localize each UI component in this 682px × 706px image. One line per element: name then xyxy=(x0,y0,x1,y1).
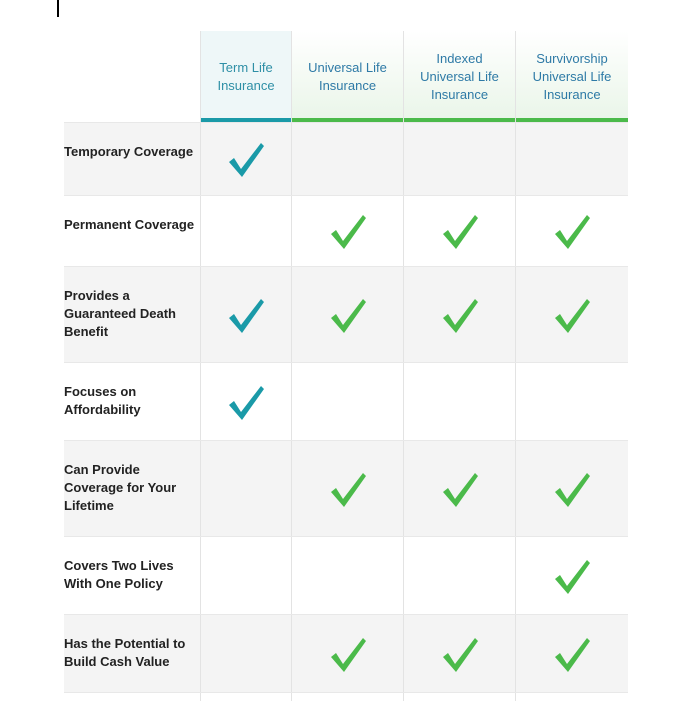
table-cell xyxy=(515,363,628,440)
table-cell xyxy=(515,615,628,692)
row-label: Covers Two Lives With One Policy xyxy=(64,558,174,591)
checkmark-icon xyxy=(226,382,266,422)
table-cell xyxy=(291,267,403,362)
checkmark-icon xyxy=(440,295,480,335)
table-cell xyxy=(291,123,403,195)
table-cell xyxy=(403,615,515,692)
row-label: Temporary Coverage xyxy=(64,144,194,159)
table-cell xyxy=(515,196,628,266)
table-cell xyxy=(200,615,291,692)
table-cell xyxy=(291,363,403,440)
table-cell xyxy=(291,537,403,614)
row-label: Permanent Coverage xyxy=(64,217,195,232)
column-accent-bar xyxy=(201,118,291,122)
column-accent-bar xyxy=(292,118,403,122)
checkmark-icon xyxy=(440,469,480,509)
checkmark-icon xyxy=(440,211,480,251)
table-cell xyxy=(200,267,291,362)
table-cell xyxy=(515,537,628,614)
checkmark-icon xyxy=(552,634,592,674)
table-cell xyxy=(200,196,291,266)
checkmark-icon xyxy=(440,634,480,674)
table-cell xyxy=(403,123,515,195)
row-label: Has the Potential to Build Cash Value xyxy=(64,636,186,669)
row-label: Focuses on Affordability xyxy=(64,384,141,417)
table-cell xyxy=(403,196,515,266)
checkmark-icon xyxy=(552,211,592,251)
column-header-indexed-universal-life xyxy=(403,31,515,122)
column-accent-bar xyxy=(516,118,628,122)
row-label: Can Provide Coverage for Your Lifetime xyxy=(64,462,177,513)
checkmark-icon xyxy=(328,634,368,674)
table-cell xyxy=(200,363,291,440)
table-cell xyxy=(291,196,403,266)
table-cell xyxy=(291,615,403,692)
table-row xyxy=(64,195,628,266)
table-tail xyxy=(64,692,628,701)
table-cell xyxy=(403,441,515,536)
column-header-universal-life xyxy=(291,31,403,122)
table-cell xyxy=(403,363,515,440)
checkmark-icon xyxy=(226,295,266,335)
table-cell xyxy=(515,123,628,195)
table-body xyxy=(64,122,628,692)
comparison-table xyxy=(64,31,628,701)
table-cell xyxy=(403,537,515,614)
checkmark-icon xyxy=(328,295,368,335)
checkmark-icon xyxy=(328,211,368,251)
column-accent-bar xyxy=(404,118,515,122)
text-cursor xyxy=(57,0,59,17)
table-row xyxy=(64,440,628,536)
checkmark-icon xyxy=(328,469,368,509)
table-cell xyxy=(200,537,291,614)
table-row xyxy=(64,362,628,440)
checkmark-icon xyxy=(552,556,592,596)
table-cell xyxy=(200,123,291,195)
checkmark-icon xyxy=(552,295,592,335)
column-header-label: Survivorship Universal Life Insurance xyxy=(532,50,612,102)
column-header-label: Term Life Insurance xyxy=(217,59,275,93)
column-header-term-life xyxy=(200,31,291,122)
table-cell xyxy=(291,441,403,536)
table-row xyxy=(64,614,628,692)
table-row xyxy=(64,122,628,195)
column-header-label: Indexed Universal Life Insurance xyxy=(420,50,499,102)
checkmark-icon xyxy=(552,469,592,509)
header-blank xyxy=(64,31,200,122)
row-label: Provides a Guaranteed Death Benefit xyxy=(64,288,176,339)
column-header-label: Universal Life Insurance xyxy=(308,59,387,93)
table-cell xyxy=(403,267,515,362)
table-header xyxy=(64,31,628,122)
checkmark-icon xyxy=(226,139,266,179)
column-header-survivorship-universal-life xyxy=(515,31,628,122)
table-row xyxy=(64,536,628,614)
table-cell xyxy=(515,441,628,536)
table-cell xyxy=(200,441,291,536)
table-cell xyxy=(515,267,628,362)
table-row xyxy=(64,266,628,362)
